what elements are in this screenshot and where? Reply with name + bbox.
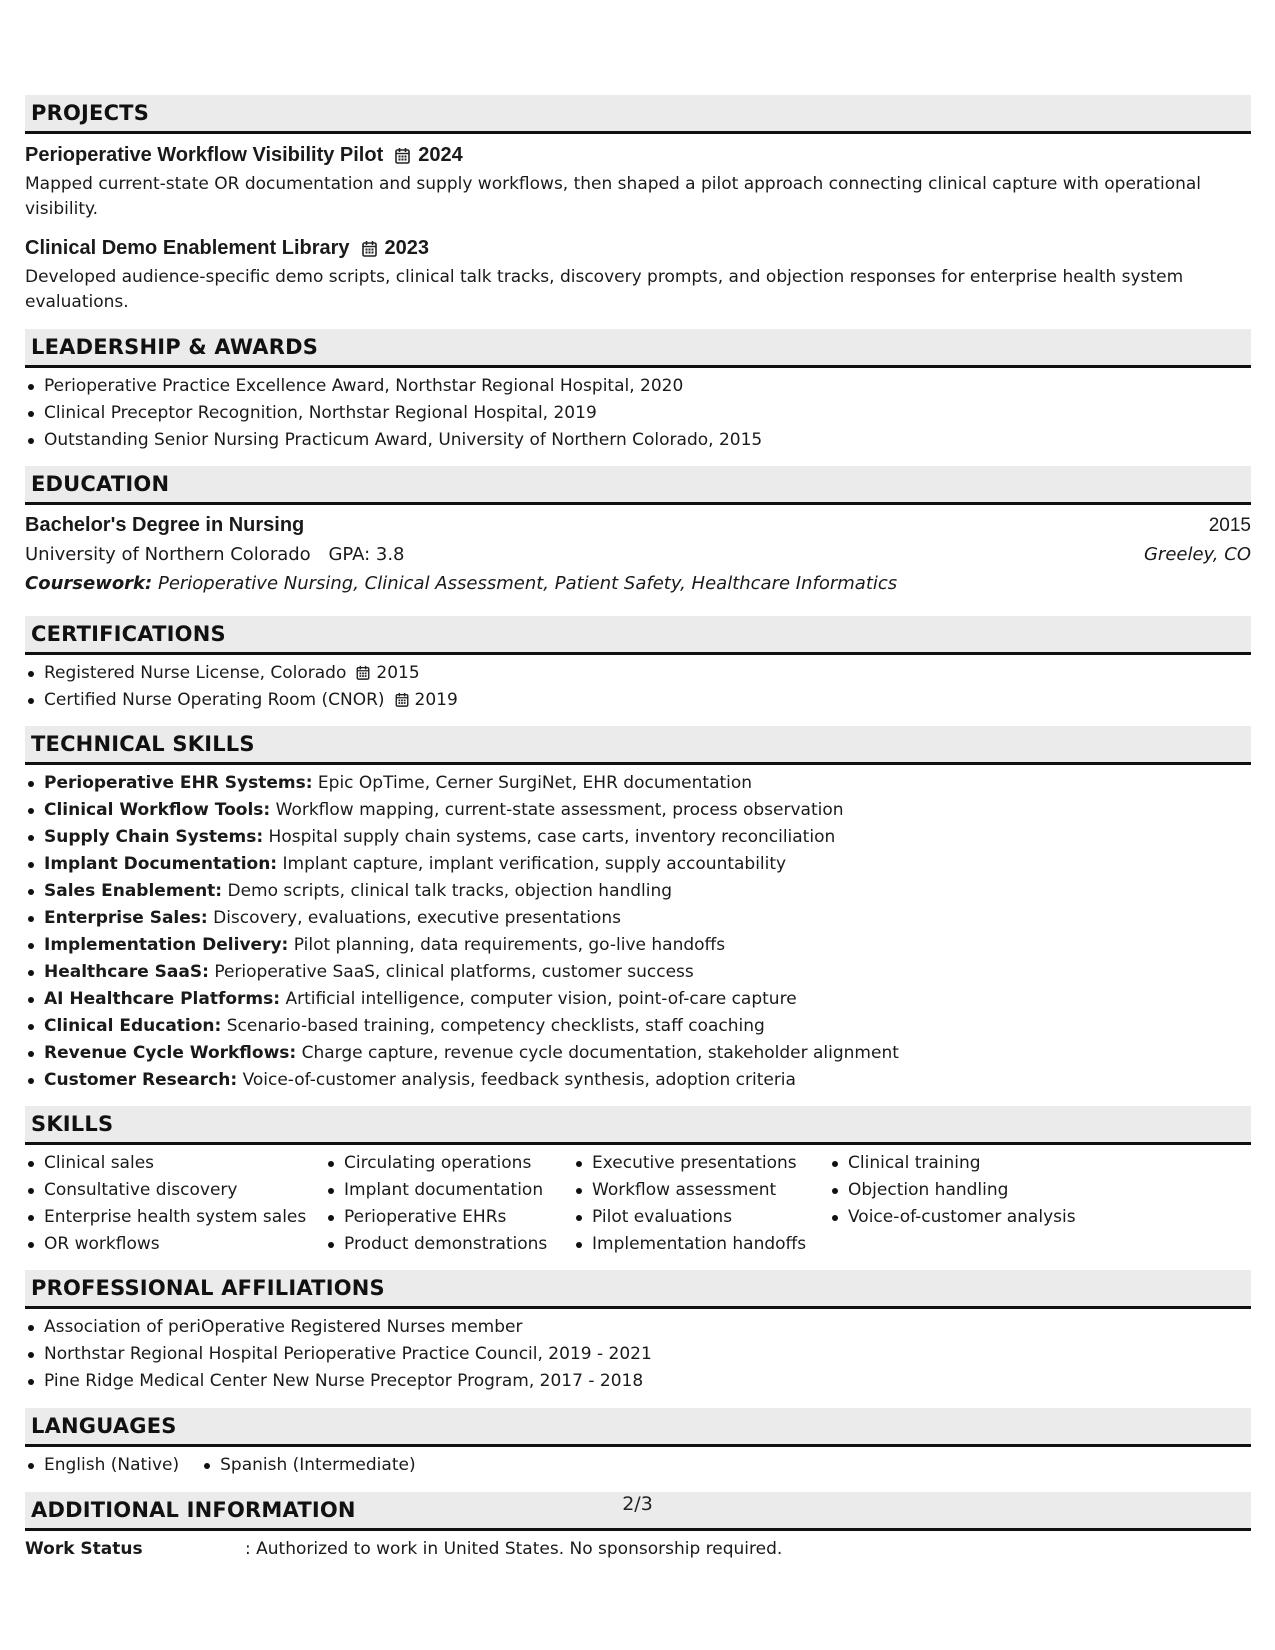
list-item: Objection handling (829, 1177, 1129, 1204)
certifications-list (25, 660, 1251, 714)
calendar-icon (362, 240, 377, 257)
list-item: Product demonstrations (325, 1231, 573, 1258)
list-item: Pilot evaluations (573, 1204, 829, 1231)
list-item: Circulating operations (325, 1150, 573, 1177)
list-item: Clinical sales (25, 1150, 325, 1177)
list-item (25, 797, 1251, 824)
education-row (25, 511, 1251, 540)
list-item (25, 824, 1251, 851)
list-item: Clinical Preceptor Recognition, Northstar Regional Hospital, 2019 (25, 400, 1251, 427)
calendar-icon (356, 665, 370, 680)
list-item: OR workflows (25, 1231, 325, 1258)
project-heading (25, 235, 1251, 261)
work-status-row (25, 1537, 1251, 1562)
coursework-label: Coursework: (25, 573, 153, 594)
list-item (25, 770, 1251, 797)
section-title: ADDITIONAL INFORMATION (31, 1498, 356, 1522)
skill-value: Workflow mapping, current-state assessment, process observation (275, 800, 844, 820)
coursework-list: Perioperative Nursing, Clinical Assessment, Patient Safety, Healthcare Informatics (157, 573, 898, 594)
skills-column (829, 1150, 1129, 1258)
project-description: Mapped current-state OR documentation and supply workflows, then shaped a pilot approach connecting clinical capture with operational visibility. (25, 174, 1202, 219)
list-item (25, 905, 1251, 932)
list-item: Outstanding Senior Nursing Practicum Award, University of Northern Colorado, 2015 (25, 427, 1251, 454)
skill-label: Healthcare SaaS: (44, 962, 209, 982)
list-item (25, 687, 1251, 714)
education-entry (25, 505, 1251, 599)
list-item (25, 660, 1251, 687)
skill-value: Hospital supply chain systems, case carts, inventory reconciliation (268, 827, 836, 847)
calendar-icon (395, 147, 410, 164)
certification-name: Certified Nurse Operating Room (CNOR) (44, 690, 385, 710)
section-header-technical-skills (25, 726, 1251, 765)
skill-label: Implant Documentation: (44, 854, 278, 874)
list-item: Enterprise health system sales (25, 1204, 325, 1231)
languages-list (25, 1452, 1251, 1479)
list-item: Implementation handoffs (573, 1231, 829, 1258)
education-row (25, 540, 1251, 569)
skill-value: Epic OpTime, Cerner SurgiNet, EHR documentation (317, 773, 753, 793)
work-status-label: Work Status (25, 1539, 143, 1559)
project-heading (25, 142, 1251, 168)
skills-column (25, 1150, 325, 1258)
skill-value: Implant capture, implant verification, supply accountability (282, 854, 787, 874)
section-header-affiliations (25, 1270, 1251, 1309)
list-item (25, 986, 1251, 1013)
section-header-projects (25, 95, 1251, 134)
skill-label: Enterprise Sales: (44, 908, 208, 928)
skill-value: Perioperative SaaS, clinical platforms, customer success (214, 962, 694, 982)
school-info (25, 540, 405, 569)
list-item: English (Native) (25, 1452, 179, 1479)
list-item (25, 1040, 1251, 1067)
section-title: SKILLS (31, 1112, 114, 1136)
skill-value: Scenario-based training, competency checklists, staff coaching (226, 1016, 765, 1036)
project-year: 2023 (384, 237, 430, 259)
skill-label: Supply Chain Systems: (44, 827, 264, 847)
list-item (25, 932, 1251, 959)
section-header-certifications (25, 616, 1251, 655)
skill-value: Artificial intelligence, computer vision, point-of-care capture (285, 989, 797, 1009)
skill-value: Voice-of-customer analysis, feedback synthesis, adoption criteria (242, 1070, 796, 1090)
project-description: Developed audience-specific demo scripts, clinical talk tracks, discovery prompts, and objection responses for enterprise health system evaluations. (25, 267, 1184, 312)
list-item (25, 851, 1251, 878)
list-item: Spanish (Intermediate) (201, 1452, 415, 1479)
skills-grid (25, 1150, 1251, 1258)
list-item: Executive presentations (573, 1150, 829, 1177)
project-title: Perioperative Workflow Visibility Pilot (25, 144, 384, 166)
skill-label: Sales Enablement: (44, 881, 223, 901)
work-status-value: : Authorized to work in United States. No sponsorship required. (245, 1539, 783, 1559)
skills-column (573, 1150, 829, 1258)
school-location: Greeley, CO (1143, 544, 1251, 565)
list-item (25, 878, 1251, 905)
certification-year: 2019 (414, 690, 458, 710)
certification-name: Registered Nurse License, Colorado (44, 663, 347, 683)
section-title: EDUCATION (31, 472, 170, 496)
section-title: CERTIFICATIONS (31, 622, 226, 646)
section-title: TECHNICAL SKILLS (31, 732, 255, 756)
skill-value: Pilot planning, data requirements, go-live handoffs (293, 935, 726, 955)
section-header-education (25, 466, 1251, 505)
certification-year: 2015 (376, 663, 420, 683)
list-item: Consultative discovery (25, 1177, 325, 1204)
list-item: Voice-of-customer analysis (829, 1204, 1129, 1231)
list-item (25, 1067, 1251, 1094)
list-item: Perioperative EHRs (325, 1204, 573, 1231)
projects-list (25, 134, 1251, 315)
degree-title: Bachelor's Degree in Nursing (25, 514, 305, 536)
project-item (25, 235, 1251, 315)
skill-value: Charge capture, revenue cycle documentation, stakeholder alignment (301, 1043, 899, 1063)
gpa: GPA: 3.8 (328, 544, 405, 565)
skill-label: Revenue Cycle Workflows: (44, 1043, 297, 1063)
coursework (25, 569, 1251, 599)
skill-label: Customer Research: (44, 1070, 238, 1090)
technical-skills-list (25, 770, 1251, 1094)
section-header-skills (25, 1106, 1251, 1145)
list-item: Clinical training (829, 1150, 1129, 1177)
section-title: PROJECTS (31, 101, 150, 125)
calendar-icon (395, 692, 409, 707)
page-number: 2/3 (622, 1493, 653, 1515)
school-name: University of Northern Colorado (25, 544, 311, 565)
skill-value: Discovery, evaluations, executive presentations (213, 908, 622, 928)
project-year: 2024 (418, 144, 463, 166)
section-title: LANGUAGES (31, 1414, 177, 1438)
resume-page (25, 95, 1251, 1562)
section-header-leadership (25, 329, 1251, 368)
project-title: Clinical Demo Enablement Library (25, 237, 350, 259)
list-item (25, 959, 1251, 986)
skill-label: AI Healthcare Platforms: (44, 989, 281, 1009)
section-title: LEADERSHIP & AWARDS (31, 335, 319, 359)
list-item: Northstar Regional Hospital Perioperative Practice Council, 2019 - 2021 (25, 1341, 1251, 1368)
list-item: Workflow assessment (573, 1177, 829, 1204)
list-item (25, 1013, 1251, 1040)
skill-label: Clinical Workflow Tools: (44, 800, 271, 820)
skill-label: Implementation Delivery: (44, 935, 289, 955)
section-header-languages (25, 1408, 1251, 1447)
skill-value: Demo scripts, clinical talk tracks, objection handling (227, 881, 673, 901)
list-item: Perioperative Practice Excellence Award, Northstar Regional Hospital, 2020 (25, 373, 1251, 400)
skills-column (325, 1150, 573, 1258)
section-title: PROFESSIONAL AFFILIATIONS (31, 1276, 385, 1300)
list-item: Pine Ridge Medical Center New Nurse Preceptor Program, 2017 - 2018 (25, 1368, 1251, 1395)
list-item: Implant documentation (325, 1177, 573, 1204)
list-item: Association of periOperative Registered Nurses member (25, 1314, 1251, 1341)
graduation-year: 2015 (1208, 515, 1251, 536)
project-item (25, 142, 1251, 222)
skill-label: Clinical Education: (44, 1016, 222, 1036)
affiliations-list (25, 1314, 1251, 1395)
skill-label: Perioperative EHR Systems: (44, 773, 313, 793)
awards-list (25, 373, 1251, 454)
